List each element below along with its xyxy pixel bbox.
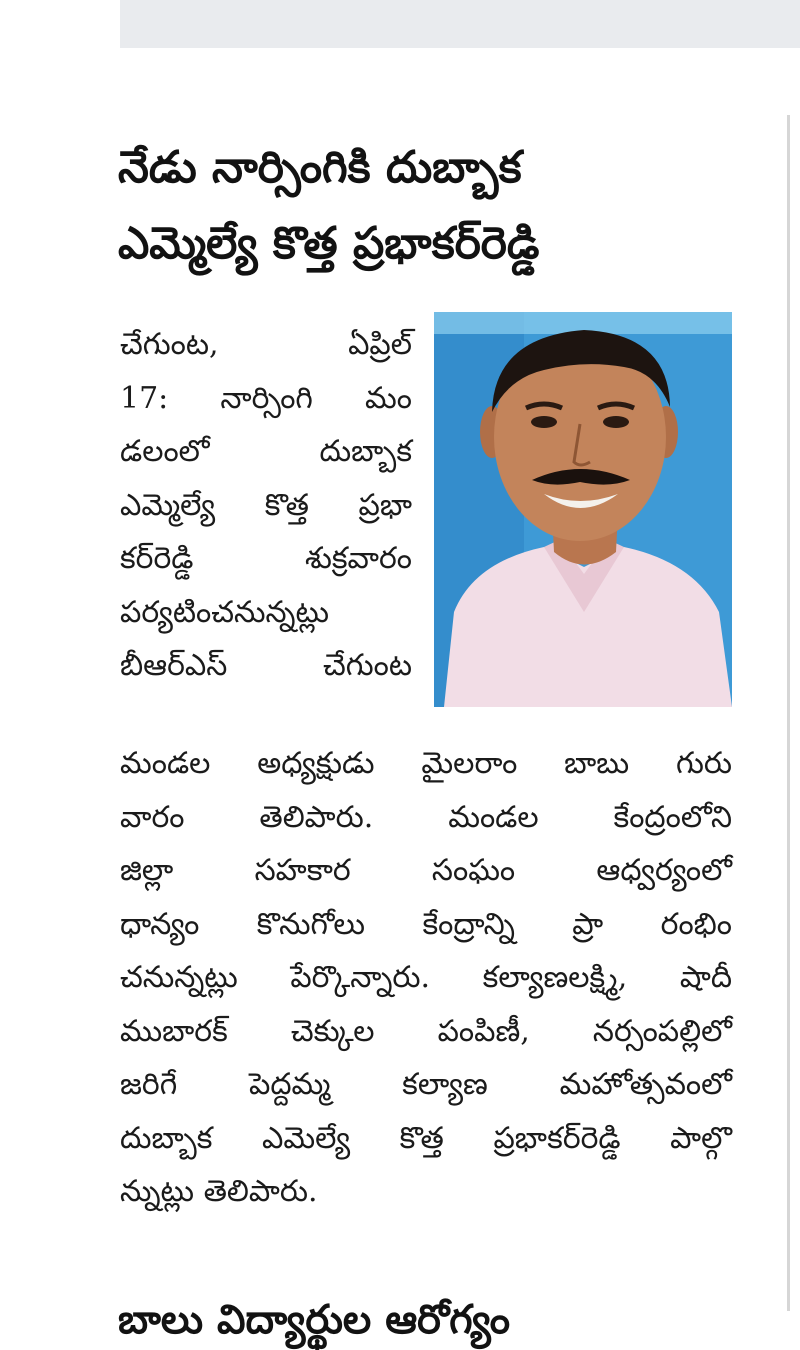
headline-line-2: ఎమ్మెల్యే కొత్త ప్రభాకర్‌రెడ్డి — [118, 218, 540, 269]
next-headline-text: బాలు విద్యార్థుల ఆరోగ్యం — [118, 1297, 511, 1343]
body-line: ముబారక్ చెక్కుల పంపిణీ, నర్సంపల్లిలో — [120, 1013, 732, 1049]
headline-line-1: నేడు నార్సింగికి దుబ్బాక — [118, 142, 522, 193]
body-paragraph — [120, 737, 732, 1219]
top-gray-band — [120, 0, 800, 48]
body-line: న్నుట్లు తెలిపారు. — [120, 1174, 318, 1209]
body-line: మండల అధ్యక్షుడు మైలరాం బాబు గురు — [120, 746, 732, 781]
body-line: జరిగే పెద్దమ్మ కల్యాణ మహోత్సవంలో — [120, 1067, 732, 1102]
body-line: వారం తెలిపారు. మండల కేంద్రంలోని — [120, 799, 732, 835]
next-article-headline-cut — [118, 1290, 758, 1343]
body-line: దుబ్బాక ఎమెల్యే కొత్త ప్రభాకర్‌రెడ్డి పాల్గొ — [120, 1120, 732, 1156]
lead-paragraph — [120, 318, 412, 693]
portrait-photo-icon — [434, 312, 732, 707]
lead-line: 17: నార్సింగి మం — [120, 380, 412, 416]
article-headline — [118, 130, 758, 282]
lead-line: కర్‌రెడ్డి శుక్రవారం — [120, 541, 412, 576]
lead-line: ఎమ్మెల్యే కొత్త ప్రభా — [120, 487, 412, 523]
column-divider — [787, 115, 790, 1311]
lead-line: చేగుంట, ఏప్రిల్ — [120, 327, 412, 362]
lead-line: డలంలో దుబ్బాక — [120, 434, 412, 469]
body-line: ధాన్యం కొనుగోలు కేంద్రాన్ని ప్రా రంభిం — [120, 906, 732, 942]
lead-line: బీఆర్‌ఎస్ చేగుంట — [120, 648, 412, 683]
body-line: జిల్లా సహకార సంఘం ఆధ్వర్యంలో — [120, 853, 732, 888]
lead-line: పర్యటించనున్నట్లు — [120, 594, 329, 630]
mla-portrait-photo — [434, 312, 732, 707]
body-line: చనున్నట్లు పేర్కొన్నారు. కల్యాణలక్ష్మి, షాదీ — [120, 960, 732, 995]
